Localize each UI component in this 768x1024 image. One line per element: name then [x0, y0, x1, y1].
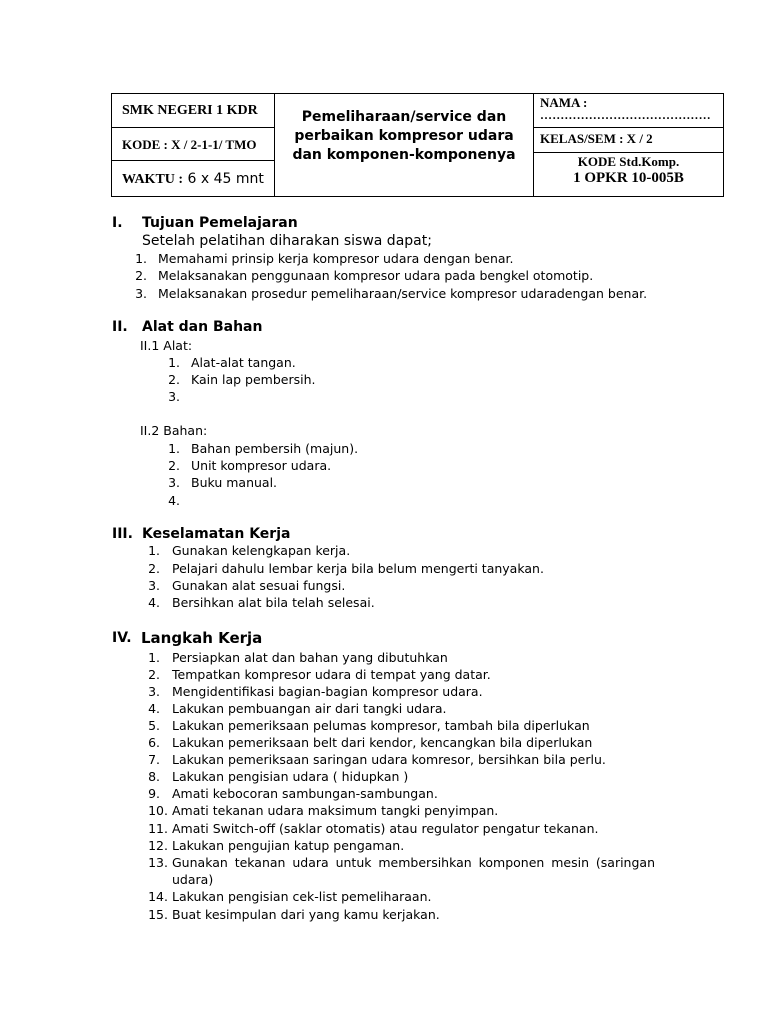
list-item: Lakukan pemeriksaan saringan udara komresor, bersihkan bila perlu.	[172, 752, 606, 767]
list-item: Lakukan pemeriksaan pelumas kompresor, tambah bila diperlukan	[172, 718, 590, 733]
kelas-cell	[533, 127, 724, 153]
list-item: Persiapkan alat dan bahan yang dibutuhkan	[172, 650, 448, 665]
list-number: 3.	[135, 286, 147, 301]
kode-std-value: 1 OPKR 10-005B	[573, 170, 684, 186]
section-title: Tujuan Pemelajaran	[142, 215, 298, 231]
subsection-label: II.2 Bahan:	[140, 423, 208, 438]
list-item: Memahami prinsip kerja kompresor udara dengan benar.	[158, 251, 514, 266]
list-number: 3.	[168, 389, 180, 404]
list-number: 2.	[148, 667, 160, 682]
list-number: 2.	[168, 372, 180, 387]
list-item: Amati Switch-off (saklar otomatis) atau regulator pengatur tekanan.	[172, 821, 599, 836]
section-title: Langkah Kerja	[141, 629, 263, 647]
waktu-cell	[111, 160, 275, 197]
section-number: I.	[112, 215, 123, 231]
section-intro: Setelah pelatihan diharakan siswa dapat;	[142, 233, 432, 249]
list-item: Melaksanakan prosedur pemeliharaan/service kompresor udaradengan benar.	[158, 286, 648, 301]
list-number: 7.	[148, 752, 160, 767]
list-number: 1.	[148, 543, 160, 558]
waktu-value: 6 x 45 mnt	[187, 171, 264, 187]
nama-label: NAMA :	[540, 95, 588, 110]
section-number: IV.	[112, 630, 132, 646]
list-item: Alat-alat tangan.	[191, 355, 296, 370]
list-item: Lakukan pengisian udara ( hidupkan )	[172, 769, 409, 784]
list-item: Gunakan tekanan udara untuk membersihkan komponen mesin (saringan	[172, 855, 655, 870]
waktu-label: WAKTU :	[122, 172, 184, 187]
list-number: 1.	[168, 441, 180, 456]
list-item: Buat kesimpulan dari yang kamu kerjakan.	[172, 907, 440, 922]
list-item: Lakukan pemeriksaan belt dari kendor, kencangkan bila diperlukan	[172, 735, 593, 750]
kelas-text: KELAS/SEM : X / 2	[540, 131, 653, 146]
waktu-line	[122, 171, 264, 188]
list-number: 10.	[148, 803, 168, 818]
list-number: 9.	[148, 786, 160, 801]
list-number: 1.	[135, 251, 147, 266]
list-item: Tempatkan kompresor udara di tempat yang datar.	[172, 667, 491, 682]
list-number: 2.	[168, 458, 180, 473]
subsection-label: II.1 Alat:	[140, 338, 193, 353]
list-number: 3.	[148, 684, 160, 699]
title-line: perbaikan kompresor udara	[294, 128, 514, 144]
list-number: 4.	[148, 701, 160, 716]
section-title: Keselamatan Kerja	[142, 526, 291, 542]
list-item: Amati tekanan udara maksimum tangki penyimpan.	[172, 803, 499, 818]
list-number: 6.	[148, 735, 160, 750]
list-number: 15.	[148, 907, 168, 922]
list-number: 1.	[168, 355, 180, 370]
list-number: 3.	[148, 578, 160, 593]
list-number: 14.	[148, 889, 168, 904]
list-item: Bersihkan alat bila telah selesai.	[172, 595, 375, 610]
list-number: 2.	[148, 561, 160, 576]
list-number: 8.	[148, 769, 160, 784]
kode-cell	[111, 127, 275, 161]
nama-cell	[533, 93, 724, 128]
document-title	[275, 108, 533, 165]
section-number: II.	[112, 319, 128, 335]
list-number: 2.	[135, 268, 147, 283]
school-cell	[111, 93, 275, 128]
list-item: Melaksanakan penggunaan kompresor udara pada bengkel otomotip.	[158, 268, 594, 283]
kode-text: KODE : X / 2-1-1/ TMO	[122, 137, 257, 152]
list-item: Pelajari dahulu lembar kerja bila belum mengerti tanyakan.	[172, 561, 544, 576]
list-item: Kain lap pembersih.	[191, 372, 316, 387]
kode-std-label: KODE Std.Komp.	[577, 154, 680, 169]
section-number: III.	[112, 526, 133, 542]
list-item: Unit kompresor udara.	[191, 458, 332, 473]
header-table	[111, 93, 724, 197]
list-item: Lakukan pembuangan air dari tangki udara.	[172, 701, 447, 716]
list-number: 4.	[168, 493, 180, 508]
list-number: 13.	[148, 855, 168, 870]
list-item: Amati kebocoran sambungan-sambungan.	[172, 786, 438, 801]
list-item: Gunakan kelengkapan kerja.	[172, 543, 351, 558]
nama-dots: ……………………………………	[540, 108, 711, 122]
list-number: 1.	[148, 650, 160, 665]
list-item: Mengidentifikasi bagian-bagian kompresor udara.	[172, 684, 483, 699]
section-title: Alat dan Bahan	[142, 319, 263, 335]
list-number: 4.	[148, 595, 160, 610]
list-number: 12.	[148, 838, 168, 853]
title-line: dan komponen-komponenya	[292, 147, 516, 163]
list-number: 11.	[148, 821, 168, 836]
list-item: Buku manual.	[191, 475, 278, 490]
list-item-continuation: udara)	[172, 872, 214, 887]
list-item: Bahan pembersih (majun).	[191, 441, 359, 456]
list-item: Lakukan pengisian cek-list pemeliharaan.	[172, 889, 432, 904]
list-item: Gunakan alat sesuai fungsi.	[172, 578, 346, 593]
school-name: SMK NEGERI 1 KDR	[122, 103, 258, 118]
kode-std-cell	[533, 152, 724, 197]
list-number: 5.	[148, 718, 160, 733]
list-item: Lakukan pengujian katup pengaman.	[172, 838, 405, 853]
list-number: 3.	[168, 475, 180, 490]
title-cell	[274, 93, 534, 197]
title-line: Pemeliharaan/service dan	[301, 109, 507, 125]
